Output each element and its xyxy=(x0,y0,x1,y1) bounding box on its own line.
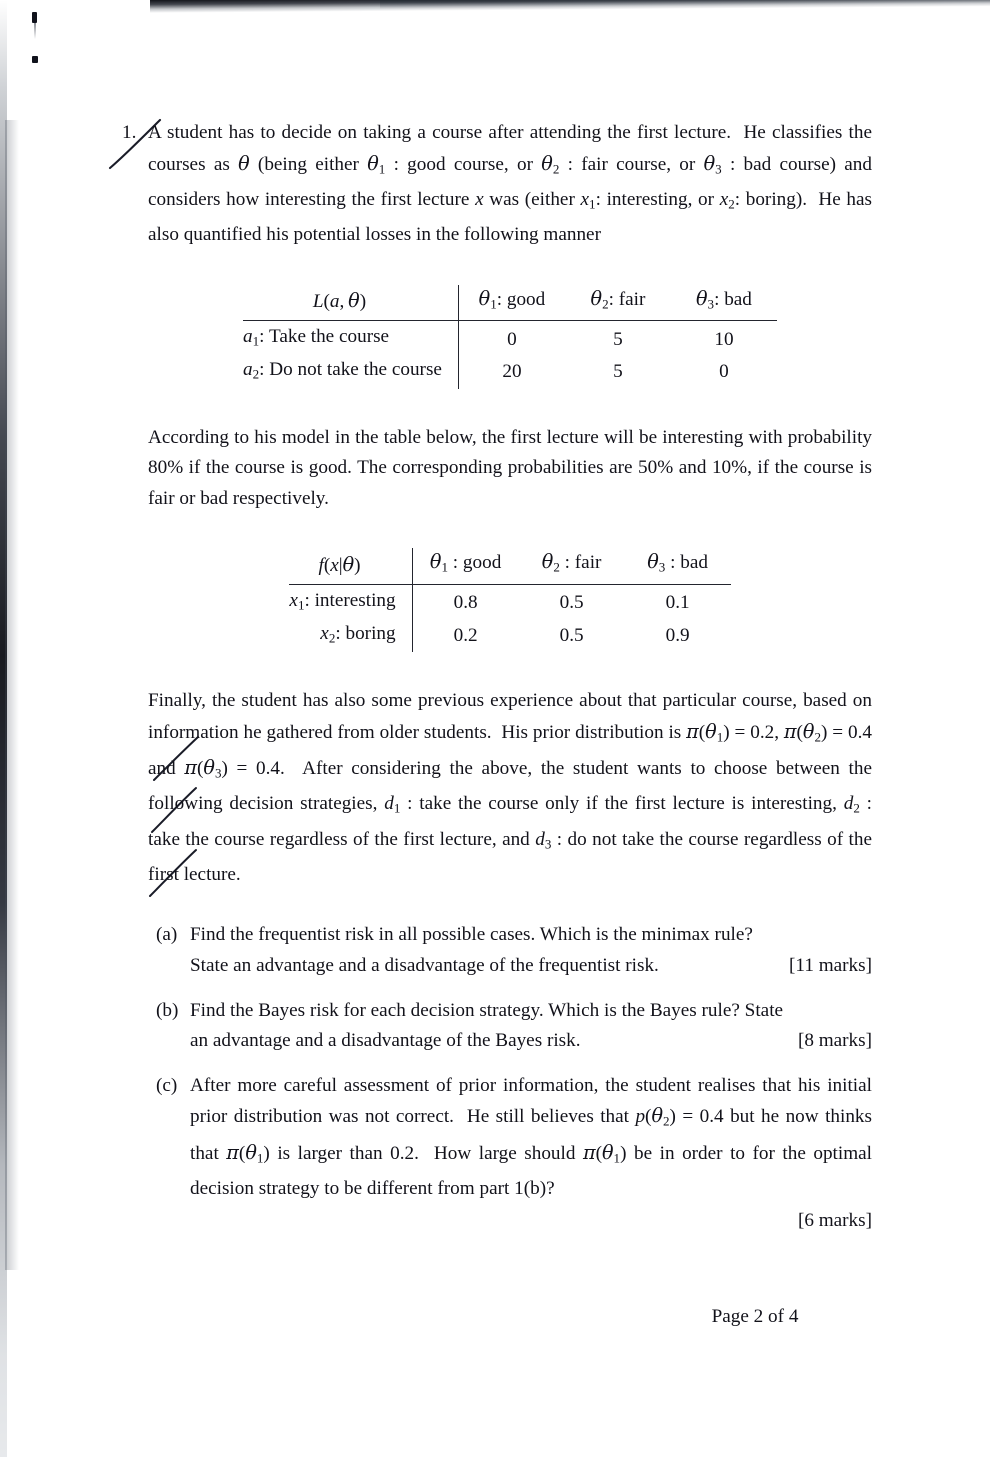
part-b-label: (b) xyxy=(156,999,179,1021)
part-a-line-2: State an advantage and a disadvantage of the frequentist risk. xyxy=(190,955,659,976)
table-row xyxy=(243,321,777,356)
part-a-line-1: Find the frequentist risk in all possible cases. Which is the minimax rule? xyxy=(190,924,753,946)
loss-cell-a1-theta2: 5 xyxy=(565,321,671,356)
page-number-text: Page 2 of 4 xyxy=(711,1306,799,1327)
ink-speck-upper xyxy=(32,12,37,23)
likelihood-table-row-label-x2: $x_2$: boring xyxy=(320,622,396,646)
scan-shadow-left-edge xyxy=(0,0,7,1457)
part-a-label: (a) xyxy=(156,924,178,946)
loss-cell-a2-theta2: 5 xyxy=(613,361,623,383)
loss-cell-a2-theta3: 0 xyxy=(719,361,729,383)
loss-cell-a2-theta1: 20 xyxy=(458,356,565,389)
scan-shadow-left-halo xyxy=(5,120,19,1270)
table-row xyxy=(289,620,730,653)
ink-smear xyxy=(34,23,36,39)
part-a-marks: [11 marks] xyxy=(789,955,872,976)
page-content xyxy=(122,118,872,1251)
loss-table-col-header-theta1: $\theta_1$: good xyxy=(458,285,565,321)
part-a-line-2-row xyxy=(190,951,872,982)
prior-paragraph: Finally, the student has also some previous experience about that particular course, based on information he gathered from older students. His prior distribution is $\pi(\theta_1) = 0.2$, $\pi(\theta_2) = 0.4$ and $\pi(\theta_3) = 0.4$. After considering the above, the student wants to choose between the following decision strategies, $d_1$ : take the course only if the first lecture is interesting, $d_2$ : take the course regardless of the first lecture, and $d_3$ : do not take the course regardless of the first lecture. xyxy=(148,690,872,885)
likelihood-table-col-header-theta3: $\theta_3$ : bad xyxy=(647,550,708,575)
likelihood-cell-x1-theta1: 0.8 xyxy=(412,585,519,620)
part-b-marks: [8 marks] xyxy=(797,1030,872,1052)
likelihood-cell-x2-theta2: 0.5 xyxy=(559,624,584,646)
loss-table-row-label-a1: $a_1$: Take the course xyxy=(243,321,458,356)
table-row xyxy=(243,356,777,389)
part-b-line-2: an advantage and a disadvantage of the Bayes risk. xyxy=(190,1030,581,1052)
loss-table-header-row xyxy=(243,285,777,321)
loss-table-col-header-theta2: $\theta_2$: fair xyxy=(590,286,646,312)
likelihood-table-corner-label: f(x|θ) xyxy=(318,552,361,576)
likelihood-cell-x2-theta3: 0.9 xyxy=(665,624,690,646)
question-intro-paragraph: A student has to decide on taking a course after attending the first lecture. He classifies the courses as θ (being either $\theta_1$ : good course, or $\theta_2$ : fair course, or $\theta_3$ : bad course) and considers how interesting the first lecture x was (either $x_1$: interesting, or $x_2$: boring). He has also quantified his potential losses in the following manner xyxy=(148,122,872,246)
table-row xyxy=(289,585,730,620)
part-c-text: After more careful assessment of prior information, the student realises that his initial prior distribution was not correct. He still believes that $p(\theta_2) = 0.4$ but he now thinks that $\pi(\theta_1)$ is larger than 0.2. How large should $\pi(\theta_1)$ be in order to for the optimal decision strategy to be different from part 1(b)? xyxy=(190,1074,872,1199)
likelihood-table-col-header-theta2: $\theta_2$ : fair xyxy=(541,550,602,575)
question-number: 1. xyxy=(122,122,137,143)
scan-shadow-top-edge xyxy=(150,0,990,13)
part-a xyxy=(148,920,872,981)
loss-table-wrapper xyxy=(148,285,872,389)
loss-cell-a1-theta3: 10 xyxy=(671,321,777,356)
scan-shadow-top-edge-2 xyxy=(380,0,990,9)
likelihood-table-header-row xyxy=(289,548,730,584)
likelihood-cell-x1-theta2: 0.5 xyxy=(519,585,625,620)
likelihood-table-wrapper xyxy=(148,548,872,652)
part-b-line-2-row xyxy=(190,1026,872,1057)
likelihood-cell-x2-theta1: 0.2 xyxy=(412,620,519,653)
ink-speck-lower xyxy=(32,56,38,63)
loss-table xyxy=(243,285,777,389)
loss-table-row-label-a2: $a_2$: Do not take the course xyxy=(243,358,442,382)
likelihood-cell-x1-theta3: 0.1 xyxy=(625,585,731,620)
question-1-block xyxy=(122,118,872,251)
part-c xyxy=(148,1071,872,1237)
loss-table-col-header-theta3: $\theta_3$: bad xyxy=(695,286,752,312)
page-footer xyxy=(0,1306,990,1328)
question-parts-list xyxy=(148,920,872,1237)
part-c-marks: [6 marks] xyxy=(797,1210,872,1232)
part-c-label: (c) xyxy=(156,1074,178,1096)
likelihood-table-col-header-theta1: $\theta_1$ : good xyxy=(412,548,519,584)
likelihood-table-row-label-x1: $x_1$: interesting xyxy=(289,585,412,620)
loss-table-corner-label: L(a, θ) xyxy=(312,288,367,312)
likelihood-table xyxy=(289,548,730,652)
part-b xyxy=(148,996,872,1057)
model-paragraph: According to his model in the table below, the first lecture will be interesting with probability 80% if the course is good. The corresponding probabilities are 50% and 10%, if the course is fair or bad respectively. xyxy=(148,426,872,509)
part-b-line-1: Find the Bayes risk for each decision strategy. Which is the Bayes rule? State xyxy=(190,999,784,1021)
loss-cell-a1-theta1: 0 xyxy=(458,321,565,356)
